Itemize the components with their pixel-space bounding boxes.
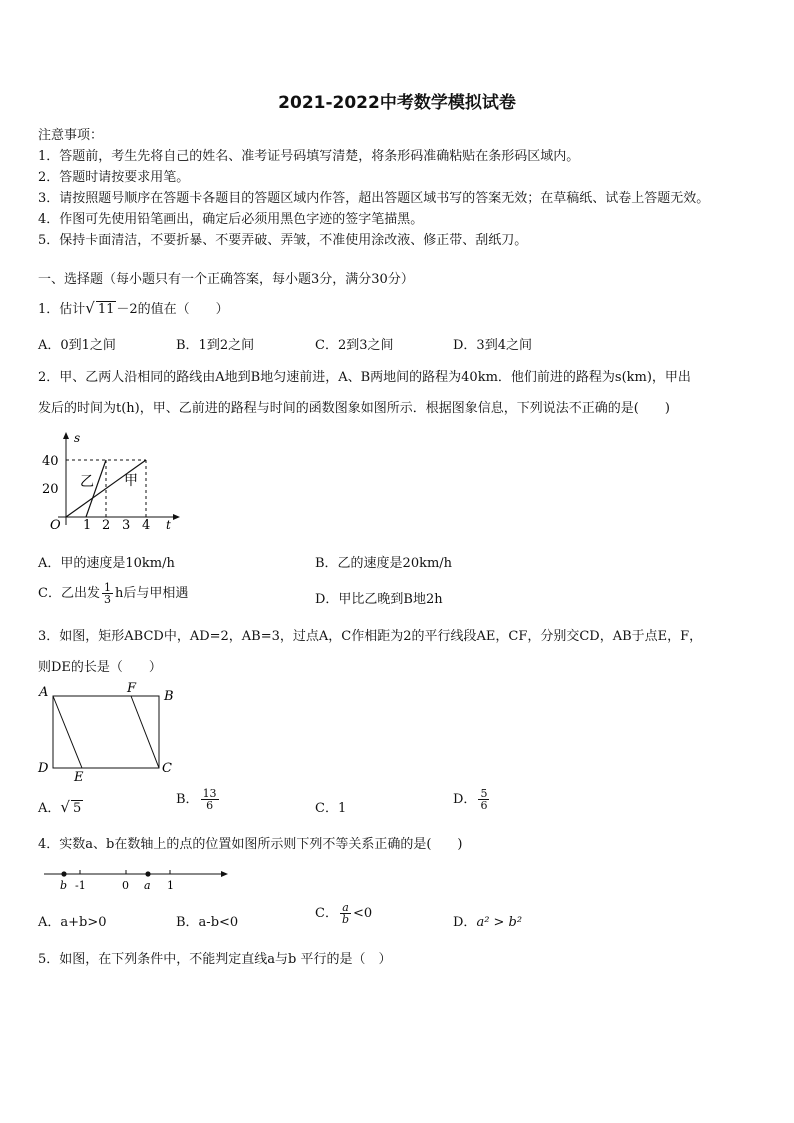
fraction [102, 582, 113, 605]
fraction [340, 902, 351, 925]
fraction-denominator: 6 [480, 799, 488, 812]
x-tick-1: 1 [83, 518, 92, 530]
point-a-label: A [39, 685, 49, 700]
x-axis-label: t [166, 518, 171, 530]
q5-line: 5．如图，在下列条件中，不能判定直线a与b 平行的是（ ） [38, 952, 392, 967]
q4-option-a[interactable]: A．a+b>0 [38, 915, 107, 930]
label-yi: 乙 [80, 474, 94, 490]
y-tick-40: 40 [42, 454, 59, 469]
q4-option-c[interactable] [315, 902, 372, 925]
point-a [145, 871, 150, 876]
notes-label: 注意事项： [38, 128, 104, 143]
number-line-arrow [221, 871, 228, 877]
x-tick-2: 2 [102, 518, 111, 530]
sqrt-symbol: √ [85, 299, 95, 317]
q4-options [38, 902, 758, 938]
fraction-denominator: 3 [103, 593, 111, 606]
note-item: 5．保持卡面清洁，不要折暴、不要弄破、弄皱，不准使用涂改液、修正带、刮纸刀。 [38, 233, 528, 248]
label-0: 0 [122, 879, 129, 892]
q1-radicand: 11 [97, 302, 115, 317]
fraction-numerator: 5 [480, 787, 488, 800]
y-axis-label: s [74, 431, 81, 445]
q4-option-b[interactable]: B．a-b<0 [176, 915, 239, 930]
note-item: 1．答题前，考生先将自己的姓名、准考证号码填写清楚，将条形码准确粘贴在条形码区域内。 [38, 149, 580, 164]
point-c-label: C [162, 761, 172, 776]
section-heading: 一、选择题（每小题只有一个正确答案，每小题3分，满分30分） [38, 272, 414, 287]
q3-option-b[interactable] [176, 788, 221, 811]
q2-graph [36, 430, 186, 530]
note-item: 4．作图可先使用铅笔画出，确定后必须用黑色字迹的签字笔描黑。 [38, 212, 424, 227]
q3-option-a-radicand: 5 [72, 801, 82, 816]
q4-option-d-prefix: D． [453, 915, 477, 930]
q2-options-row-1 [38, 552, 758, 572]
segment-cf [131, 696, 159, 768]
q4-option-c-suffix: <0 [353, 906, 373, 921]
fraction-numerator: 13 [202, 787, 217, 800]
q2-option-b[interactable]: B．乙的速度是20km/h [315, 556, 453, 571]
q1-option-b[interactable]: B．1到2之间 [176, 338, 255, 353]
q2-option-c[interactable] [38, 582, 188, 605]
y-axis-arrow [63, 432, 69, 439]
note-item: 3．请按照题号顺序在答题卡各题目的答题区域内作答，超出答题区域书写的答案无效；在草稿纸、试卷上答题无效。 [38, 191, 710, 206]
q1-prefix: 1．估计 [38, 302, 86, 317]
q3-options [38, 788, 758, 822]
point-b-label: B [164, 689, 174, 704]
fraction-denominator: 6 [206, 799, 214, 812]
fraction [201, 788, 219, 811]
q1-option-a[interactable]: A．0到1之间 [38, 338, 116, 353]
point-e-label: E [74, 770, 84, 782]
x-axis-arrow [173, 514, 180, 520]
q1-options [38, 334, 758, 354]
q2-option-d[interactable]: D．甲比乙晚到B地2h [315, 592, 443, 607]
y-tick-20: 20 [42, 482, 59, 497]
q3-line-2: 则DE的长是（ ） [38, 660, 162, 675]
q2-option-a[interactable]: A．甲的速度是10km/h [38, 556, 175, 571]
q2-options-row-2 [38, 582, 758, 612]
q2-option-c-prefix: C．乙出发 [38, 586, 100, 601]
sqrt-symbol: √ [60, 798, 70, 816]
q3-option-d[interactable] [453, 788, 491, 811]
q4-line: 4．实数a、b在数轴上的点的位置如图所示则下列不等关系正确的是( ) [38, 837, 463, 852]
point-b [61, 871, 66, 876]
fraction-numerator: a [340, 902, 351, 914]
note-item: 2．答题时请按要求用笔。 [38, 170, 190, 185]
point-f-label: F [127, 682, 137, 696]
q3-option-d-prefix: D． [453, 792, 477, 807]
q3-option-a[interactable] [38, 797, 83, 816]
label-minus-1: -1 [75, 879, 86, 892]
origin-label: O [50, 518, 61, 530]
point-d-label: D [38, 761, 49, 776]
label-1: 1 [167, 879, 174, 892]
exam-title: 2021-2022中考数学模拟试卷 [278, 93, 516, 113]
q4-option-d-expression: a² > b² [476, 915, 523, 930]
q1-option-d[interactable]: D．3到4之间 [453, 338, 532, 353]
label-b: b [60, 879, 68, 892]
question-1 [38, 298, 229, 317]
fraction-denominator: b [341, 913, 349, 926]
fraction [478, 788, 489, 811]
q2-line-1: 2．甲、乙两人沿相同的路线由A地到B地匀速前进，A、B两地间的路程为40km．他们前进的路程为s(km)，甲出 [38, 370, 691, 385]
q4-number-line [40, 864, 235, 894]
q1-option-c[interactable]: C．2到3之间 [315, 338, 394, 353]
fraction-numerator: 1 [103, 581, 111, 594]
q3-line-1: 3．如图，矩形ABCD中，AD=2，AB=3，过点A，C作相距为2的平行线段AE，CF，分别交CD，AB于点E，F， [38, 629, 703, 644]
x-tick-4: 4 [142, 518, 151, 530]
q3-figure [34, 682, 184, 782]
q3-option-b-prefix: B． [176, 792, 199, 807]
rectangle-abcd [53, 696, 159, 768]
q4-option-d[interactable] [453, 911, 522, 930]
label-a: a [144, 879, 151, 892]
q4-option-c-prefix: C． [315, 906, 338, 921]
label-jia: 甲 [124, 473, 138, 489]
q3-option-a-prefix: A． [38, 801, 61, 816]
q2-line-2: 发后的时间为t(h)，甲、乙前进的路程与时间的函数图象如图所示．根据图象信息，下列说法不正确的是( ) [38, 401, 670, 416]
q1-suffix: －2的值在（ ） [116, 302, 229, 317]
q3-option-c[interactable]: C．1 [315, 801, 347, 816]
x-tick-3: 3 [122, 518, 131, 530]
q2-option-c-suffix: h后与甲相遇 [114, 586, 189, 601]
segment-ae [53, 696, 82, 768]
